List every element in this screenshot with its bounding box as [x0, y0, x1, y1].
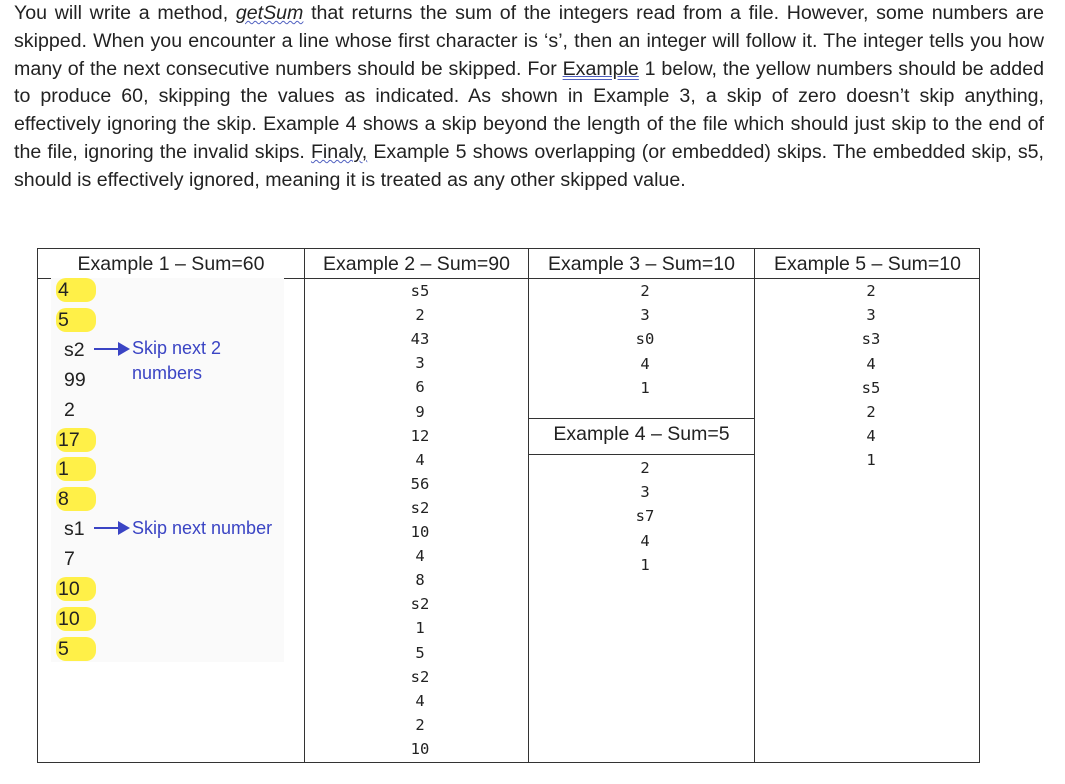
para-text-2: that returns the sum of the integers read from a file. However, some numbers are skipped. When you encounter a line whose first character is ‘s’, then an integer will follow it. The integer tells you how many of the next consecutive numbers should be skipped. For — [14, 2, 1044, 80]
list-value: s2 — [410, 498, 430, 517]
list-value: 1 — [640, 378, 650, 397]
list-value: 3 — [866, 306, 876, 325]
list-value: 6 — [415, 378, 425, 397]
ex5-header: Example 5 – Sum=10 — [774, 253, 961, 275]
para-text-1: You will write a method, — [14, 2, 236, 24]
highlighted-number: 1 — [56, 457, 96, 481]
list-value: 3 — [640, 483, 650, 502]
para-text-3: 1 below, the yellow numbers should be added to produce 60, skipping the values as indicated. As shown in Example 3, a skip of zero doesn’t skip anything, effectively ignoring the skip. Example 4 shows a skip beyond the length of the file which should just skip to the end of the file, ignoring the invalid skips. — [14, 57, 1044, 163]
list-value: 3 — [640, 306, 650, 325]
list-value: 2 — [415, 306, 425, 325]
highlighted-number: 10 — [56, 607, 96, 631]
list-value: s0 — [635, 330, 655, 349]
list-value: 4 — [640, 354, 650, 373]
list-value: 1 — [415, 619, 425, 638]
list-value: s5 — [861, 378, 881, 397]
method-name: getSum — [235, 2, 304, 24]
ex1-header: Example 1 – Sum=60 — [77, 253, 265, 275]
skip2-note-line2: numbers — [132, 363, 203, 383]
list-value: s7 — [635, 507, 655, 526]
list-value: 5 — [415, 643, 425, 662]
list-value: 10 — [410, 739, 430, 758]
list-value: 1 — [866, 451, 876, 470]
list-value: 4 — [415, 547, 425, 566]
ex3-ex4-divider — [529, 418, 754, 419]
skip1-note: Skip next number — [132, 518, 273, 538]
highlighted-number: 5 — [56, 308, 96, 332]
highlighted-number: 10 — [56, 577, 96, 601]
arrow-right-icon — [92, 518, 132, 538]
finaly-word: Finaly, — [310, 140, 368, 163]
list-value: 3 — [415, 354, 425, 373]
list-value: 2 — [415, 715, 425, 734]
list-value: 56 — [410, 474, 430, 493]
list-value: 1 — [640, 555, 650, 574]
list-value: s5 — [410, 282, 430, 300]
skip2-note-line1: Skip next 2 — [132, 338, 222, 358]
list-value: 9 — [415, 402, 425, 421]
list-value: 4 — [866, 427, 876, 446]
table-divider — [528, 249, 529, 762]
list-value: 4 — [866, 354, 876, 373]
table-divider — [754, 249, 755, 762]
list-value: 8 — [415, 571, 425, 590]
list-value: 12 — [410, 426, 430, 445]
skipped-value: 7 — [64, 548, 75, 571]
list-value: s2 — [410, 667, 430, 686]
instructions-paragraph — [14, 0, 1044, 195]
list-value: 2 — [866, 282, 876, 300]
ex2-header: Example 2 – Sum=90 — [323, 253, 510, 275]
list-value: 2 — [640, 459, 650, 477]
highlighted-number: 5 — [56, 637, 96, 661]
list-value: 2 — [866, 403, 876, 421]
skipped-value: 2 — [64, 398, 75, 421]
highlighted-number: 17 — [56, 428, 96, 452]
ex4-header-divider — [529, 454, 754, 455]
highlighted-number: 8 — [56, 487, 96, 511]
table-divider — [304, 249, 305, 762]
skipped-value: 99 — [64, 368, 86, 391]
ex4-header: Example 4 – Sum=5 — [553, 423, 730, 445]
list-value: 2 — [640, 282, 650, 300]
skipped-value: s1 — [64, 518, 85, 541]
list-value: 4 — [415, 450, 425, 469]
list-value: 10 — [410, 523, 430, 541]
list-value: s2 — [410, 595, 430, 614]
para-text-4: Example 5 shows overlapping (or embedded) skips. The embedded skip, s5, should is effectively ignored, meaning it is treated as any other skipped value. — [14, 140, 1044, 191]
list-value: 4 — [640, 531, 650, 550]
list-value: s3 — [861, 330, 881, 349]
highlighted-number: 4 — [56, 278, 96, 302]
list-value: 4 — [415, 691, 425, 710]
skipped-value: s2 — [64, 338, 85, 361]
list-value: 43 — [410, 330, 430, 349]
example-word: Example — [562, 57, 639, 80]
arrow-right-icon — [92, 339, 132, 359]
ex3-header: Example 3 – Sum=10 — [548, 253, 735, 275]
